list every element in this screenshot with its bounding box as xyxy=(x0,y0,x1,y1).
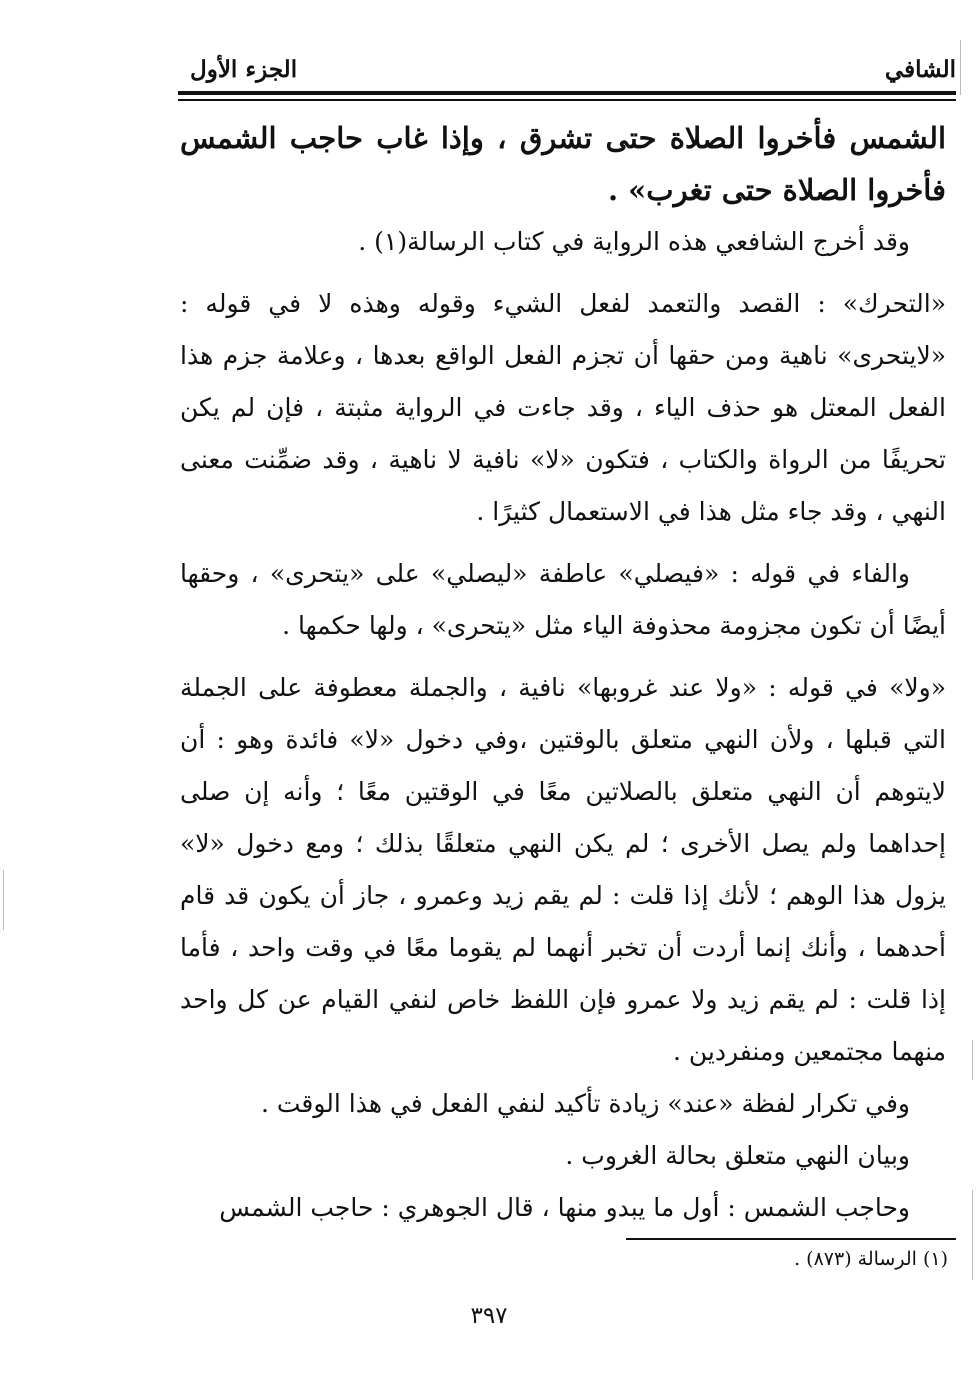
paragraph-source: وقد أخرج الشافعي هذه الرواية في كتاب الرسالة(١) . xyxy=(358,227,910,256)
main-text xyxy=(180,112,946,1234)
volume-title: الجزء الأول xyxy=(190,56,298,83)
page-number: ٣٩٧ xyxy=(470,1303,508,1329)
paragraph-wala: «ولا» في قوله : «ولا عند غروبها» نافية ، والجملة معطوفة على الجملة التي قبلها ، ولأن النهي متعلق بالوقتين ،وفي دخول «لا» فائدة وهو : أن لايتوهم أن النهي متعلق بالصلاتين معًا في الوقتين معًا ؛ وأنه إن صلى إحداهما ولم يصل الأخرى ؛ لم يكن النهي متعلقًا بذلك ؛ ومع دخول «لا» يزول هذا الوهم ؛ لأنك إذا قلت : لم يقم زيد وعمرو ، جاز أن يكون قد قام أحدهما ، وأنك إنما أردت أن تخبر أنهما لم يقوما معًا في وقت واحد ، فأما إذا قلت : لم يقم زيد ولا عمرو فإن اللفظ خاص لنفي القيام عن كل واحد منهما مجتمعين ومنفردين . xyxy=(180,673,946,1066)
header-rule-thick xyxy=(178,91,956,95)
paragraph-fa: والفاء في قوله : «فيصلي» عاطفة «ليصلي» على «يتحرى» ، وحقها أيضًا أن تكون مجزومة محذوفة الياء مثل «يتحرى» ، ولها حكمها . xyxy=(180,559,946,640)
book-title: الشافي xyxy=(884,56,956,83)
header-rule-thin xyxy=(178,99,956,101)
paragraph-tahrruk: «التحرك» : القصد والتعمد لفعل الشيء وقوله وهذه لا في قوله : «لايتحرى» ناهية ومن حقها أن تجزم الفعل الواقع بعدها ، وعلامة جزم هذا الفعل المعتل هو حذف الياء ، وقد جاءت في الرواية مثبتة ، فإن لم يكن تحريفًا من الرواة والكتاب ، فتكون «لا» نافية لا ناهية ، وقد ضمِّنت معنى النهي ، وقد جاء مثل هذا في الاستعمال كثيرًا . xyxy=(180,289,946,526)
scan-edge-mark xyxy=(972,1190,973,1280)
scan-edge-mark xyxy=(972,1040,973,1080)
paragraph-ghurub: وبيان النهي متعلق بحالة الغروب . xyxy=(565,1141,910,1170)
footnote: (١) الرسالة (٨٧٣) . xyxy=(794,1248,948,1270)
footnote-rule xyxy=(626,1238,956,1240)
hadith-text: الشمس فأخروا الصلاة حتى تشرق ، وإذا غاب حاجب الشمس فأخروا الصلاة حتى تغرب» . xyxy=(180,121,946,207)
paragraph-inda: وفي تكرار لفظة «عند» زيادة تأكيد لنفي الفعل في هذا الوقت . xyxy=(260,1089,910,1118)
scan-edge-mark xyxy=(960,40,961,95)
scan-edge-mark xyxy=(3,870,4,930)
paragraph-hajib: وحاجب الشمس : أول ما يبدو منها ، قال الجوهري : حاجب الشمس xyxy=(219,1193,910,1222)
running-header xyxy=(178,50,956,90)
